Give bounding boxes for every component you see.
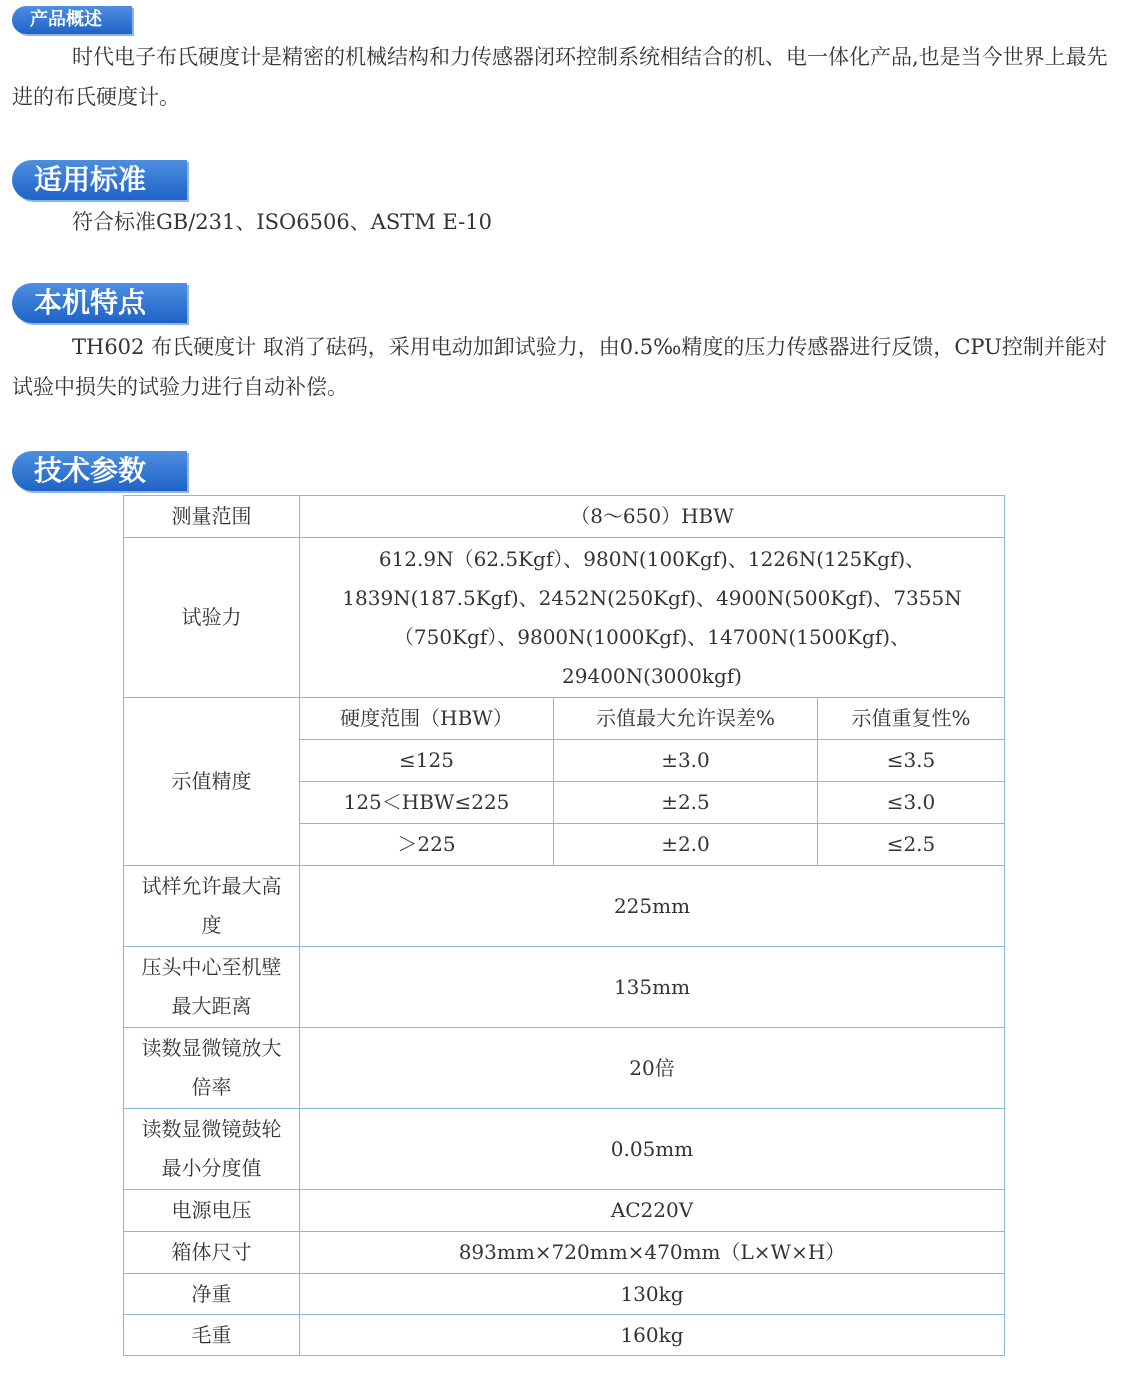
features-paragraph: TH602 布氏硬度计 取消了砝码，采用电动加卸试验力，由0.5‰精度的压力传感器进行反馈，CPU控制并能对试验中损失的试验力进行自动补偿。 — [12, 335, 1107, 399]
table-row — [124, 1028, 1005, 1109]
accuracy-cell: ＞225 — [300, 824, 554, 866]
accuracy-cell: ≤3.5 — [818, 740, 1005, 782]
row-label-line: 倍率 — [191, 1075, 232, 1099]
table-row — [124, 947, 1005, 1028]
accuracy-header: 硬度范围（HBW） — [300, 698, 554, 740]
row-value: 225mm — [300, 866, 1005, 947]
section-tag-params: 技术参数 — [12, 451, 187, 491]
test-force-values — [300, 538, 1005, 698]
accuracy-header: 示值最大允许误差% — [554, 698, 818, 740]
row-label-line: 读数显微镜放大 — [141, 1036, 282, 1060]
table-row — [124, 496, 1005, 538]
row-label — [124, 866, 300, 947]
row-value: 0.05mm — [300, 1109, 1005, 1190]
row-value: 20倍 — [300, 1028, 1005, 1109]
row-value: 160kg — [300, 1315, 1005, 1356]
section-tag-standards: 适用标准 — [12, 160, 187, 200]
row-value: AC220V — [300, 1190, 1005, 1232]
accuracy-cell: ±2.5 — [554, 782, 818, 824]
section-tag-features: 本机特点 — [12, 283, 187, 323]
accuracy-header: 示值重复性% — [818, 698, 1005, 740]
spec-table — [123, 495, 1005, 1356]
table-row — [124, 1315, 1005, 1356]
row-label — [124, 1028, 300, 1109]
accuracy-cell: 125＜HBW≤225 — [300, 782, 554, 824]
table-row — [124, 1232, 1005, 1274]
row-label-line: 度 — [201, 913, 222, 937]
row-label-line: 最小分度值 — [161, 1156, 262, 1180]
accuracy-cell: ±2.0 — [554, 824, 818, 866]
table-row — [124, 1274, 1005, 1315]
accuracy-cell: ≤125 — [300, 740, 554, 782]
section-tag-overview: 产品概述 — [12, 6, 132, 34]
row-label-line: 试样允许最大高 — [141, 874, 282, 898]
row-label: 毛重 — [124, 1315, 300, 1356]
row-label-line: 压头中心至机壁 — [141, 955, 282, 979]
table-row — [124, 866, 1005, 947]
accuracy-cell: ≤3.0 — [818, 782, 1005, 824]
table-row — [124, 1109, 1005, 1190]
row-value: 893mm×720mm×470mm（L×W×H） — [300, 1232, 1005, 1274]
row-label — [124, 1109, 300, 1190]
test-force-line: 1839N(187.5Kgf)、2452N(250Kgf)、4900N(500Kgf)、7355N — [342, 585, 962, 610]
row-value: （8～650）HBW — [300, 496, 1005, 538]
row-value: 135mm — [300, 947, 1005, 1028]
row-label: 箱体尺寸 — [124, 1232, 300, 1274]
overview-paragraph: 时代电子布氏硬度计是精密的机械结构和力传感器闭环控制系统相结合的机、电一体化产品,也是当今世界上最先进的布氏硬度计。 — [12, 45, 1108, 109]
standards-paragraph: 符合标准GB/231、ISO6506、ASTM E-10 — [72, 210, 492, 234]
row-label: 净重 — [124, 1274, 300, 1315]
row-label: 测量范围 — [124, 496, 300, 538]
table-row — [124, 538, 1005, 698]
row-label-line: 读数显微镜鼓轮 — [141, 1117, 282, 1141]
test-force-line: 612.9N（62.5Kgf）、980N(100Kgf)、1226N(125Kgf)、 — [378, 546, 926, 571]
table-row — [124, 1190, 1005, 1232]
accuracy-cell: ≤2.5 — [818, 824, 1005, 866]
test-force-line: （750Kgf）、9800N(1000Kgf)、14700N(1500Kgf)、 — [393, 624, 911, 649]
row-value: 130kg — [300, 1274, 1005, 1315]
test-force-line: 29400N(3000kgf) — [562, 663, 742, 688]
row-label: 电源电压 — [124, 1190, 300, 1232]
row-label — [124, 947, 300, 1028]
row-label: 示值精度 — [124, 698, 300, 866]
table-row — [124, 698, 1005, 740]
row-label-line: 最大距离 — [171, 994, 252, 1018]
accuracy-cell: ±3.0 — [554, 740, 818, 782]
row-label: 试验力 — [124, 538, 300, 698]
